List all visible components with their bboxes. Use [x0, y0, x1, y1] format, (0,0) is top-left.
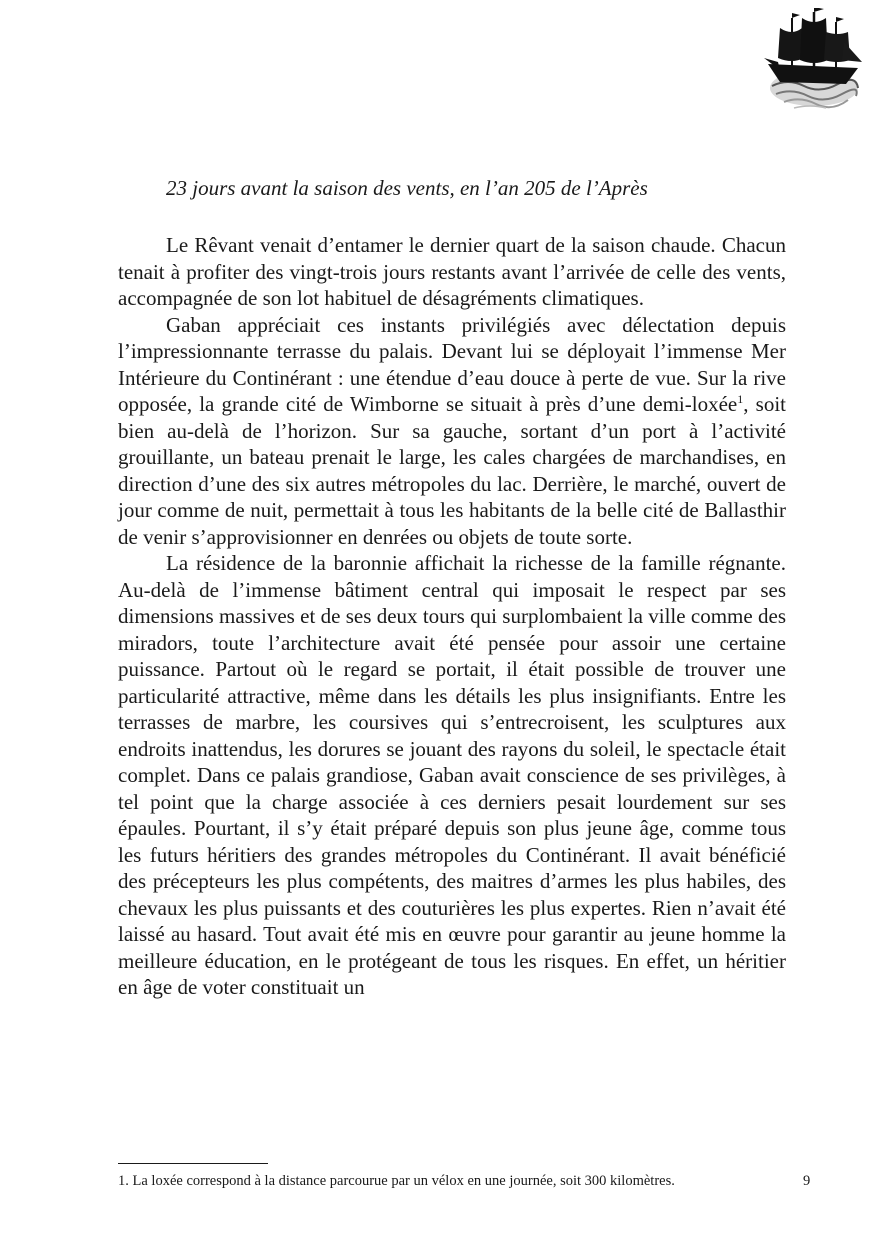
chapter-epigraph: 23 jours avant la saison des vents, en l’an 205 de l’Après	[166, 176, 648, 200]
body-text	[118, 232, 786, 1001]
paragraph-1: Le Rêvant venait d’entamer le dernier quart de la saison chaude. Chacun tenait à profiter des vingt-trois jours restants avant l’arrivée de celle des vents, accompagnée de son lot habituel de désagréments climatiques.	[118, 233, 786, 310]
footnote-marker: 1	[737, 392, 744, 406]
footnote: 1. La loxée correspond à la distance parcourue par un vélox en une journée, soit 300 kilomètres.	[118, 1173, 675, 1189]
page-number: 9	[803, 1173, 811, 1189]
sailing-ship-icon	[758, 8, 868, 112]
footnote-divider	[118, 1163, 268, 1164]
paragraph-2	[118, 312, 786, 551]
paragraph-2-text-end: , soit bien au-delà de l’horizon. Sur sa gauche, sortant d’un port à l’activité grouillante, un bateau prenait le large, les cales chargées de marchandises, en direction d’une des six autres métropoles du lac. Derrière, le marché, ouvert de jour comme de nuit, permettait à tous les habitants de la belle cité de Ballasthir de venir s’approvisionner en denrées ou objets de toute sorte.	[118, 392, 787, 549]
paragraph-3: La résidence de la baronnie affichait la richesse de la famille régnante. Au-delà de l’immense bâtiment central qui imposait le respect par ses dimensions massives et de ses deux tours qui surplombaient la ville comme des miradors, toute l’architecture avait été pensée pour assoir une certaine puissance. Partout où le regard se portait, il était possible de trouver une particularité attractive, même dans les détails les plus insignifiants. Entre les terrasses de marbre, les coursives qui s’entrecroisent, les sculptures aux endroits inattendus, les dorures se jouant des rayons du soleil, le spectacle était complet. Dans ce palais grandiose, Gaban avait conscience de ses privilèges, à tel point que la charge associée à ces derniers pesait lourdement sur ses épaules. Pourtant, il s’y était préparé depuis son plus jeune âge, comme tous les futurs héritiers des grandes métropoles du Continérant. Il avait bénéficié des précepteurs les plus compétents, des maitres d’armes les plus habiles, des chevaux les plus puissants et des couturières les plus expertes. Rien n’avait été laissé au hasard. Tout avait été mis en œuvre pour garantir au jeune homme la meilleure éducation, en le protégeant de tous les risques. En effet, un héritier en âge de voter constituait un	[118, 551, 786, 999]
paragraph-2-text-start: Gaban appréciait ces instants privilégiés avec délectation depuis l’impressionnante terrasse du palais. Devant lui se déployait l’immense Mer Intérieure du Continérant : une étendue d’eau douce à perte de vue. Sur la rive opposée, la grande cité de Wimborne se situait à près d’une demi-loxée	[118, 312, 786, 416]
